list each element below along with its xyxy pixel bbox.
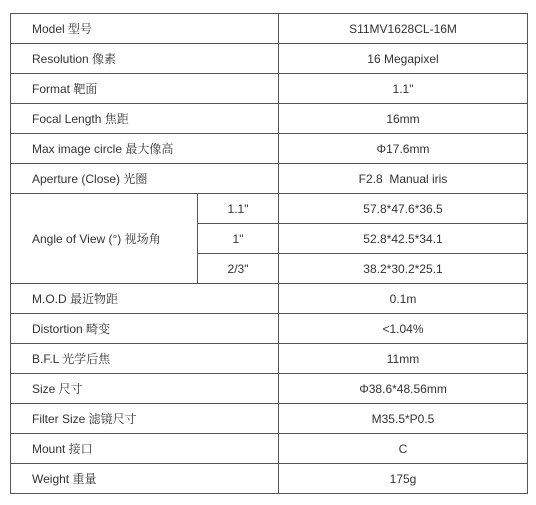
table-row-model (11, 14, 528, 44)
row-value: S11MV1628CL-16M (279, 14, 528, 44)
row-value: <1.04% (279, 314, 528, 344)
row-value: M35.5*P0.5 (279, 404, 528, 434)
angle-format-cell: 1.1" (198, 194, 279, 224)
row-label: Size 尺寸 (11, 374, 279, 404)
angle-value-cell: 57.8*47.6*36.5 (279, 194, 528, 224)
angle-value-cell: 52.8*42.5*34.1 (279, 224, 528, 254)
table-row-filter-size (11, 404, 528, 434)
spec-table (10, 13, 528, 494)
angle-of-view-label: Angle of View (°) 视场角 (11, 194, 198, 284)
row-value: Φ17.6mm (279, 134, 528, 164)
table-row-bfl (11, 344, 528, 374)
row-label: Max image circle 最大像高 (11, 134, 279, 164)
row-label: Aperture (Close) 光圈 (11, 164, 279, 194)
row-label: Mount 接口 (11, 434, 279, 464)
table-row-mount (11, 434, 528, 464)
row-label: Resolution 像素 (11, 44, 279, 74)
table-row-image-circle (11, 134, 528, 164)
row-value: 175g (279, 464, 528, 494)
angle-format-cell: 1" (198, 224, 279, 254)
row-value: 1.1" (279, 74, 528, 104)
row-label: Focal Length 焦距 (11, 104, 279, 134)
row-label: Format 靶面 (11, 74, 279, 104)
row-value: 16 Megapixel (279, 44, 528, 74)
table-row-format (11, 74, 528, 104)
row-value: 0.1m (279, 284, 528, 314)
table-row-mod (11, 284, 528, 314)
row-value: Φ38.6*48.56mm (279, 374, 528, 404)
row-label: M.O.D 最近物距 (11, 284, 279, 314)
table-row-distortion (11, 314, 528, 344)
row-value: F2.8 Manual iris (279, 164, 528, 194)
angle-value-cell: 38.2*30.2*25.1 (279, 254, 528, 284)
row-label: Filter Size 滤镜尺寸 (11, 404, 279, 434)
row-label: Distortion 畸变 (11, 314, 279, 344)
table-row-size (11, 374, 528, 404)
row-label: B.F.L 光学后焦 (11, 344, 279, 374)
row-value: 11mm (279, 344, 528, 374)
row-label: Model 型号 (11, 14, 279, 44)
table-row-angle-of-view (11, 194, 528, 224)
table-row-aperture (11, 164, 528, 194)
row-label: Weight 重量 (11, 464, 279, 494)
row-value: C (279, 434, 528, 464)
table-row-focal-length (11, 104, 528, 134)
row-value: 16mm (279, 104, 528, 134)
table-row-weight (11, 464, 528, 494)
angle-format-cell: 2/3" (198, 254, 279, 284)
table-row-resolution (11, 44, 528, 74)
